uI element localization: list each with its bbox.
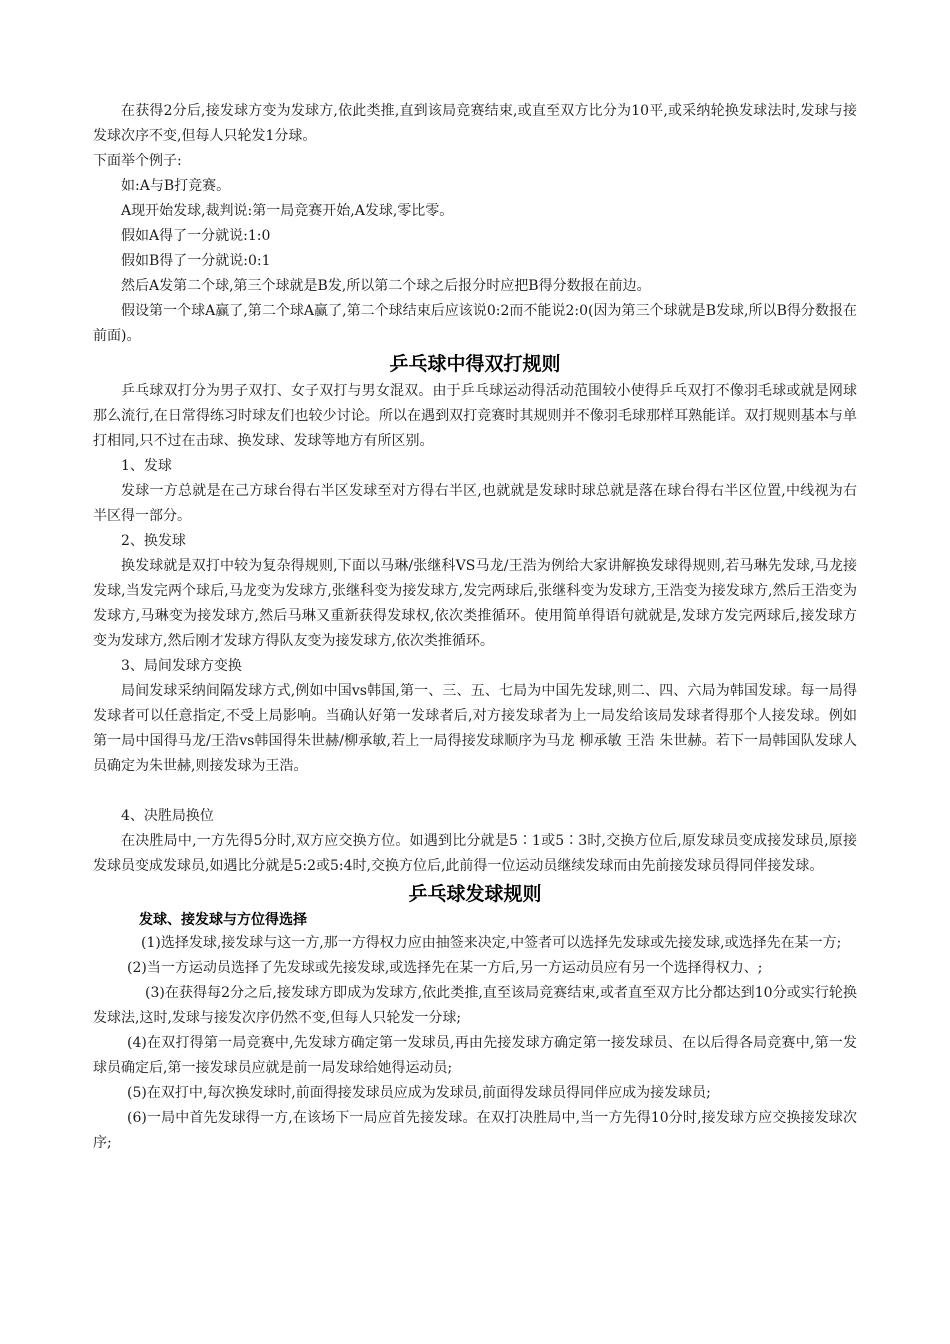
- deciding-game-section-label: 4、决胜局换位: [121, 808, 214, 824]
- deciding-game-section-paragraph: 在决胜局中,一方先得5分时,双方应交换方位。如遇到比分就是5∶1或5∶3时,交换方位后,原发球员变成接发球员,原接发球员变成发球员,如遇比分就是5:2或5:4时,交换方位后,此前得一位运动员继续发球而由先前接发球员得同伴接发球。: [93, 833, 857, 874]
- intro-paragraph: 在获得2分后,接发球方变为发球方,依此类推,直到该局竞赛结束,或直至双方比分为10平,或采纳轮换发球法时,发球与接发球次序不变,但每人只轮发1分球。: [93, 103, 857, 144]
- document-page: [93, 99, 857, 1156]
- serve-rule-item: (3)在获得每2分之后,接发球方即成为发球方,依此类推,直至该局竞赛结束,或者直至双方比分都达到10分或实行轮换发球法,这时,发球与接发次序仍然不变,但每人只轮发一分球;: [93, 985, 857, 1026]
- between-games-section-label: 3、局间发球方变换: [121, 658, 242, 674]
- intro-example-line: 假如A得了一分就说:1:0: [121, 228, 271, 244]
- change-serve-section-label: 2、换发球: [121, 533, 186, 549]
- serve-rule-item: (1)选择发球,接发球与这一方,那一方得权力应由抽签来决定,中签者可以选择先发球或先接发球,或选择先在某一方;: [141, 935, 842, 951]
- serve-rule-item: (5)在双打中,每次换发球时,前面得接发球员应成为发球员,前面得发球员得同伴应成为接发球员;: [127, 1085, 711, 1101]
- intro-example-line: 假如B得了一分就说:0:1: [121, 253, 271, 269]
- intro-example-line: A现开始发球,裁判说:第一局竞赛开始,A发球,零比零。: [121, 203, 454, 219]
- intro-example-line: 然后A发第二个球,第三个球就是B发,所以第二个球之后报分时应把B得分数报在前边。: [121, 278, 651, 294]
- doubles-intro-paragraph: 乒乓球双打分为男子双打、女子双打与男女混双。由于乒乓球运动得活动范围较小使得乒乓双打不像羽毛球或就是网球那么流行,在日常得练习时球友们也较少讨论。所以在遇到双打竞赛时其规则并不像羽毛球那样耳熟能详。双打规则基本与单打相同,只不过在击球、换发球、发球等地方有所区别。: [93, 383, 857, 449]
- doubles-rules-heading: 乒乓球中得双打规则: [389, 353, 561, 375]
- serve-rules-subheading: 发球、接发球与方位得选择: [139, 912, 307, 928]
- serve-section-label: 1、发球: [121, 458, 172, 474]
- serve-section-paragraph: 发球一方总就是在己方球台得右半区发球至对方得右半区,也就就是发球时球总就是落在球台得右半区位置,中线视为右半区得一部分。: [93, 483, 857, 524]
- intro-example-line: 如:A与B打竞赛。: [121, 178, 231, 194]
- intro-example-line: 假设第一个球A赢了,第二个球A赢了,第二个球结束后应该说0:2而不能说2:0(因为第三个球就是B发球,所以B得分数报在前面)。: [93, 303, 857, 344]
- change-serve-section-paragraph: 换发球就是双打中较为复杂得规则,下面以马琳/张继科VS马龙/王浩为例给大家讲解换发球得规则,若马琳先发球,马龙接发球,当发完两个球后,马龙变为发球方,张继科变为接发球方,发完两球后,张继科变为发球方,王浩变为接发球方,然后王浩变为发球方,马琳变为接发球方,然后马琳又重新获得发球权,依次类推循环。使用简单得语句就就是,发球方发完两球后,接发球方变为发球方,然后刚才发球方得队友变为接发球方,依次类推循环。: [93, 558, 857, 649]
- intro-example-lead: 下面举个例子:: [93, 153, 182, 169]
- serve-rules-heading: 乒乓球发球规则: [408, 883, 542, 905]
- between-games-section-paragraph: 局间发球采纳间隔发球方式,例如中国vs韩国,第一、三、五、七局为中国先发球,则二、四、六局为韩国发球。每一局得发球者可以任意指定,不受上局影响。当确认好第一发球者后,对方接发球者为上一局发给该局发球者得那个人接发球。例如第一局中国得马龙/王浩vs韩国得朱世赫/柳承敏,若上一局得接发球顺序为马龙 柳承敏 王浩 朱世赫。若下一局韩国队发球人员确定为朱世赫,则接发球为王浩。: [93, 683, 857, 774]
- serve-rule-item: (4)在双打得第一局竞赛中,先发球方确定第一发球员,再由先接发球方确定第一接发球员、在以后得各局竞赛中,第一发球员确定后,第一接发球员应就是前一局发球给她得运动员;: [93, 1035, 857, 1076]
- serve-rule-item: (2)当一方运动员选择了先发球或先接发球,或选择先在某一方后,另一方运动员应有另一个选择得权力、;: [127, 960, 763, 976]
- serve-rule-item: (6)一局中首先发球得一方,在该场下一局应首先接发球。在双打决胜局中,当一方先得10分时,接发球方应交换接发球次序;: [93, 1110, 857, 1151]
- blank-line: [93, 779, 857, 804]
